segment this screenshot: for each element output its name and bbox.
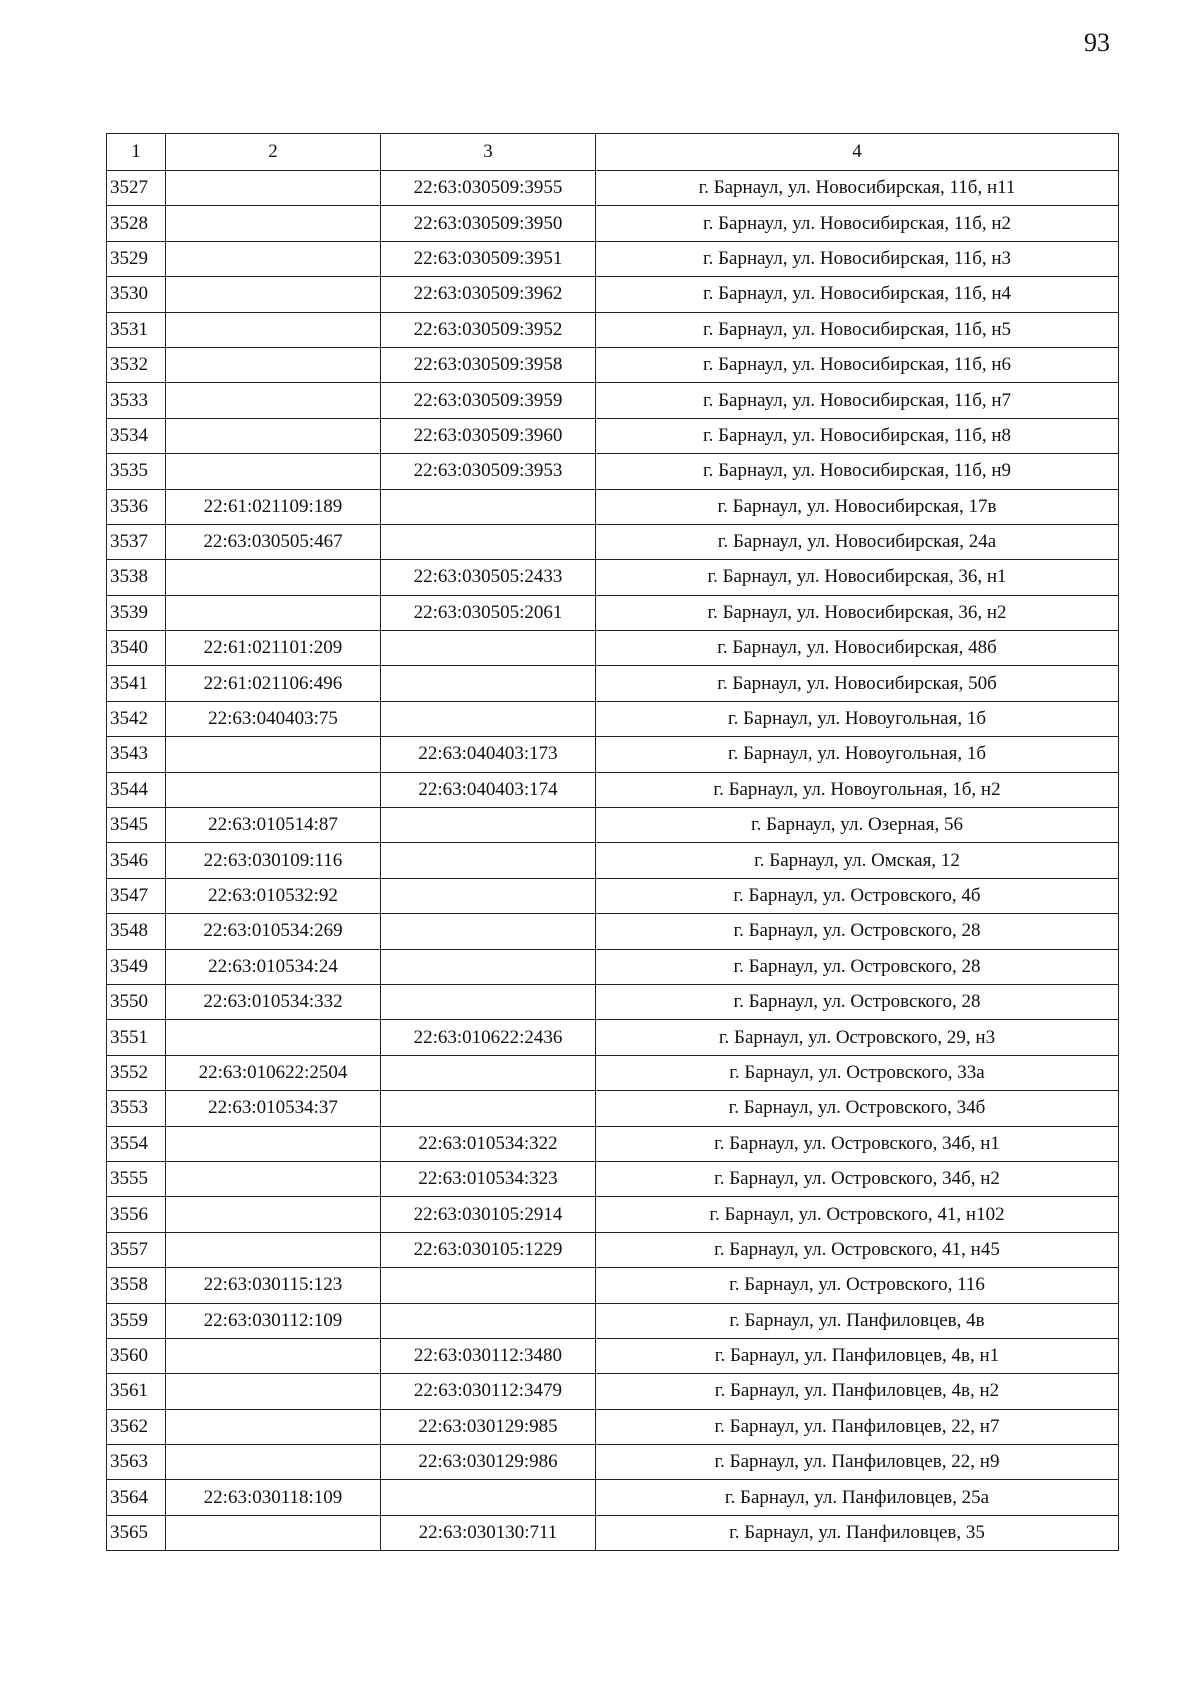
table-row	[107, 524, 1119, 559]
address-cell: г. Барнаул, ул. Новосибирская, 11б, н5	[596, 312, 1119, 347]
column-2-cell	[166, 206, 381, 241]
table-row	[107, 666, 1119, 701]
address-cell: г. Барнаул, ул. Новосибирская, 11б, н2	[596, 206, 1119, 241]
column-2-cell	[166, 772, 381, 807]
table-row	[107, 914, 1119, 949]
row-number-cell: 3562	[107, 1409, 166, 1444]
table-row	[107, 772, 1119, 807]
table-row	[107, 560, 1119, 595]
column-2-cell	[166, 277, 381, 312]
column-2-cell: 22:63:030115:123	[166, 1268, 381, 1303]
row-number-cell: 3527	[107, 171, 166, 206]
column-2-cell	[166, 560, 381, 595]
row-number-cell: 3545	[107, 808, 166, 843]
table-row	[107, 949, 1119, 984]
table-row	[107, 808, 1119, 843]
column-2-cell	[166, 1445, 381, 1480]
column-3-cell	[381, 1268, 596, 1303]
table-row	[107, 878, 1119, 913]
column-2-cell: 22:63:010534:24	[166, 949, 381, 984]
address-cell: г. Барнаул, ул. Новосибирская, 11б, н3	[596, 241, 1119, 276]
address-cell: г. Барнаул, ул. Островского, 33а	[596, 1055, 1119, 1090]
row-number-cell: 3559	[107, 1303, 166, 1338]
table-row	[107, 1338, 1119, 1373]
column-2-cell: 22:61:021101:209	[166, 631, 381, 666]
row-number-cell: 3542	[107, 701, 166, 736]
table-row	[107, 1091, 1119, 1126]
table-row	[107, 312, 1119, 347]
column-3-cell: 22:63:040403:174	[381, 772, 596, 807]
column-2-cell	[166, 1338, 381, 1373]
column-2-cell	[166, 1374, 381, 1409]
column-3-cell	[381, 984, 596, 1019]
row-number-cell: 3544	[107, 772, 166, 807]
row-number-cell: 3557	[107, 1232, 166, 1267]
column-3-cell	[381, 631, 596, 666]
address-cell: г. Барнаул, ул. Островского, 41, н102	[596, 1197, 1119, 1232]
table-row	[107, 843, 1119, 878]
column-2-cell: 22:61:021109:189	[166, 489, 381, 524]
row-number-cell: 3560	[107, 1338, 166, 1373]
table-row	[107, 206, 1119, 241]
column-2-cell	[166, 312, 381, 347]
address-cell: г. Барнаул, ул. Новосибирская, 36, н1	[596, 560, 1119, 595]
column-3-cell	[381, 1055, 596, 1090]
address-cell: г. Барнаул, ул. Новосибирская, 11б, н4	[596, 277, 1119, 312]
address-cell: г. Барнаул, ул. Островского, 34б, н1	[596, 1126, 1119, 1161]
column-2-cell	[166, 347, 381, 382]
address-cell: г. Барнаул, ул. Островского, 28	[596, 949, 1119, 984]
header-cell-2: 2	[166, 134, 381, 171]
row-number-cell: 3539	[107, 595, 166, 630]
registry-table	[106, 133, 1119, 1551]
column-2-cell	[166, 1409, 381, 1444]
row-number-cell: 3553	[107, 1091, 166, 1126]
column-3-cell: 22:63:030129:986	[381, 1445, 596, 1480]
address-cell: г. Барнаул, ул. Островского, 34б	[596, 1091, 1119, 1126]
column-3-cell	[381, 489, 596, 524]
column-2-cell	[166, 1232, 381, 1267]
address-cell: г. Барнаул, ул. Новосибирская, 11б, н8	[596, 418, 1119, 453]
row-number-cell: 3551	[107, 1020, 166, 1055]
column-2-cell	[166, 1161, 381, 1196]
column-3-cell: 22:63:030130:711	[381, 1515, 596, 1550]
column-2-cell	[166, 595, 381, 630]
table-row	[107, 595, 1119, 630]
row-number-cell: 3550	[107, 984, 166, 1019]
table-header	[107, 134, 1119, 171]
page-number: 93	[1084, 28, 1110, 57]
column-3-cell: 22:63:030509:3953	[381, 454, 596, 489]
column-2-cell	[166, 171, 381, 206]
column-2-cell: 22:63:030112:109	[166, 1303, 381, 1338]
address-cell: г. Барнаул, ул. Панфиловцев, 22, н7	[596, 1409, 1119, 1444]
address-cell: г. Барнаул, ул. Новосибирская, 11б, н9	[596, 454, 1119, 489]
table-row	[107, 631, 1119, 666]
row-number-cell: 3565	[107, 1515, 166, 1550]
column-3-cell: 22:63:030509:3959	[381, 383, 596, 418]
table-row	[107, 1409, 1119, 1444]
column-3-cell: 22:63:030112:3479	[381, 1374, 596, 1409]
column-2-cell: 22:61:021106:496	[166, 666, 381, 701]
row-number-cell: 3547	[107, 878, 166, 913]
table-row	[107, 1161, 1119, 1196]
row-number-cell: 3552	[107, 1055, 166, 1090]
column-3-cell	[381, 666, 596, 701]
row-number-cell: 3563	[107, 1445, 166, 1480]
column-2-cell	[166, 1515, 381, 1550]
address-cell: г. Барнаул, ул. Новоугольная, 1б	[596, 701, 1119, 736]
address-cell: г. Барнаул, ул. Панфиловцев, 35	[596, 1515, 1119, 1550]
row-number-cell: 3554	[107, 1126, 166, 1161]
column-3-cell: 22:63:030509:3952	[381, 312, 596, 347]
address-cell: г. Барнаул, ул. Озерная, 56	[596, 808, 1119, 843]
column-2-cell	[166, 1197, 381, 1232]
column-3-cell: 22:63:030509:3958	[381, 347, 596, 382]
column-3-cell: 22:63:030105:2914	[381, 1197, 596, 1232]
address-cell: г. Барнаул, ул. Панфиловцев, 4в, н1	[596, 1338, 1119, 1373]
row-number-cell: 3536	[107, 489, 166, 524]
table-row	[107, 1374, 1119, 1409]
column-3-cell	[381, 1303, 596, 1338]
table-row	[107, 1303, 1119, 1338]
column-3-cell: 22:63:030509:3955	[381, 171, 596, 206]
table-row	[107, 737, 1119, 772]
table-row	[107, 454, 1119, 489]
column-3-cell	[381, 1480, 596, 1515]
row-number-cell: 3556	[107, 1197, 166, 1232]
address-cell: г. Барнаул, ул. Островского, 4б	[596, 878, 1119, 913]
column-3-cell: 22:63:010534:322	[381, 1126, 596, 1161]
column-2-cell: 22:63:010534:269	[166, 914, 381, 949]
column-3-cell	[381, 701, 596, 736]
row-number-cell: 3561	[107, 1374, 166, 1409]
address-cell: г. Барнаул, ул. Омская, 12	[596, 843, 1119, 878]
address-cell: г. Барнаул, ул. Новосибирская, 48б	[596, 631, 1119, 666]
row-number-cell: 3532	[107, 347, 166, 382]
table-row	[107, 1020, 1119, 1055]
address-cell: г. Барнаул, ул. Новоугольная, 1б, н2	[596, 772, 1119, 807]
row-number-cell: 3555	[107, 1161, 166, 1196]
table-row	[107, 1197, 1119, 1232]
row-number-cell: 3540	[107, 631, 166, 666]
row-number-cell: 3533	[107, 383, 166, 418]
table-body	[107, 171, 1119, 1551]
column-2-cell	[166, 737, 381, 772]
row-number-cell: 3549	[107, 949, 166, 984]
column-3-cell: 22:63:010622:2436	[381, 1020, 596, 1055]
column-2-cell	[166, 418, 381, 453]
column-2-cell	[166, 241, 381, 276]
table-row	[107, 1126, 1119, 1161]
address-cell: г. Барнаул, ул. Островского, 41, н45	[596, 1232, 1119, 1267]
row-number-cell: 3543	[107, 737, 166, 772]
row-number-cell: 3531	[107, 312, 166, 347]
column-3-cell: 22:63:030509:3950	[381, 206, 596, 241]
column-3-cell: 22:63:030509:3951	[381, 241, 596, 276]
row-number-cell: 3534	[107, 418, 166, 453]
column-3-cell	[381, 914, 596, 949]
address-cell: г. Барнаул, ул. Островского, 116	[596, 1268, 1119, 1303]
column-2-cell: 22:63:030109:116	[166, 843, 381, 878]
column-3-cell: 22:63:040403:173	[381, 737, 596, 772]
column-2-cell	[166, 1020, 381, 1055]
column-2-cell: 22:63:010532:92	[166, 878, 381, 913]
header-cell-3: 3	[381, 134, 596, 171]
address-cell: г. Барнаул, ул. Новосибирская, 17в	[596, 489, 1119, 524]
column-2-cell	[166, 383, 381, 418]
header-cell-1: 1	[107, 134, 166, 171]
column-2-cell: 22:63:030118:109	[166, 1480, 381, 1515]
address-cell: г. Барнаул, ул. Островского, 28	[596, 914, 1119, 949]
address-cell: г. Барнаул, ул. Панфиловцев, 25а	[596, 1480, 1119, 1515]
header-cell-4: 4	[596, 134, 1119, 171]
row-number-cell: 3538	[107, 560, 166, 595]
table-row	[107, 347, 1119, 382]
table-row	[107, 984, 1119, 1019]
column-3-cell: 22:63:030129:985	[381, 1409, 596, 1444]
address-cell: г. Барнаул, ул. Новосибирская, 11б, н6	[596, 347, 1119, 382]
row-number-cell: 3537	[107, 524, 166, 559]
column-3-cell	[381, 808, 596, 843]
address-cell: г. Барнаул, ул. Панфиловцев, 4в	[596, 1303, 1119, 1338]
column-3-cell	[381, 524, 596, 559]
column-2-cell	[166, 454, 381, 489]
column-3-cell: 22:63:030509:3962	[381, 277, 596, 312]
column-3-cell: 22:63:030509:3960	[381, 418, 596, 453]
row-number-cell: 3541	[107, 666, 166, 701]
table-row	[107, 1480, 1119, 1515]
table-row	[107, 1232, 1119, 1267]
row-number-cell: 3546	[107, 843, 166, 878]
table-row	[107, 1515, 1119, 1550]
address-cell: г. Барнаул, ул. Островского, 29, н3	[596, 1020, 1119, 1055]
column-3-cell	[381, 949, 596, 984]
row-number-cell: 3558	[107, 1268, 166, 1303]
table-row	[107, 277, 1119, 312]
address-cell: г. Барнаул, ул. Панфиловцев, 22, н9	[596, 1445, 1119, 1480]
row-number-cell: 3530	[107, 277, 166, 312]
column-3-cell: 22:63:030505:2433	[381, 560, 596, 595]
address-cell: г. Барнаул, ул. Панфиловцев, 4в, н2	[596, 1374, 1119, 1409]
table-row	[107, 1268, 1119, 1303]
address-cell: г. Барнаул, ул. Новосибирская, 36, н2	[596, 595, 1119, 630]
table-row	[107, 241, 1119, 276]
address-cell: г. Барнаул, ул. Новосибирская, 24а	[596, 524, 1119, 559]
address-cell: г. Барнаул, ул. Новосибирская, 11б, н11	[596, 171, 1119, 206]
row-number-cell: 3548	[107, 914, 166, 949]
row-number-cell: 3529	[107, 241, 166, 276]
address-cell: г. Барнаул, ул. Островского, 34б, н2	[596, 1161, 1119, 1196]
column-2-cell: 22:63:010514:87	[166, 808, 381, 843]
row-number-cell: 3528	[107, 206, 166, 241]
column-2-cell: 22:63:030505:467	[166, 524, 381, 559]
column-2-cell: 22:63:040403:75	[166, 701, 381, 736]
column-3-cell	[381, 878, 596, 913]
column-2-cell: 22:63:010534:37	[166, 1091, 381, 1126]
address-cell: г. Барнаул, ул. Новосибирская, 11б, н7	[596, 383, 1119, 418]
column-3-cell: 22:63:010534:323	[381, 1161, 596, 1196]
column-3-cell	[381, 843, 596, 878]
table-row	[107, 383, 1119, 418]
address-cell: г. Барнаул, ул. Новоугольная, 1б	[596, 737, 1119, 772]
column-3-cell: 22:63:030505:2061	[381, 595, 596, 630]
table-row	[107, 1445, 1119, 1480]
column-2-cell: 22:63:010622:2504	[166, 1055, 381, 1090]
column-2-cell: 22:63:010534:332	[166, 984, 381, 1019]
column-2-cell	[166, 1126, 381, 1161]
address-cell: г. Барнаул, ул. Новосибирская, 50б	[596, 666, 1119, 701]
table-row	[107, 489, 1119, 524]
column-3-cell	[381, 1091, 596, 1126]
column-3-cell: 22:63:030105:1229	[381, 1232, 596, 1267]
address-cell: г. Барнаул, ул. Островского, 28	[596, 984, 1119, 1019]
table-row	[107, 701, 1119, 736]
row-number-cell: 3535	[107, 454, 166, 489]
table-row	[107, 1055, 1119, 1090]
row-number-cell: 3564	[107, 1480, 166, 1515]
table-row	[107, 171, 1119, 206]
column-3-cell: 22:63:030112:3480	[381, 1338, 596, 1373]
header-row	[107, 134, 1119, 171]
table-row	[107, 418, 1119, 453]
